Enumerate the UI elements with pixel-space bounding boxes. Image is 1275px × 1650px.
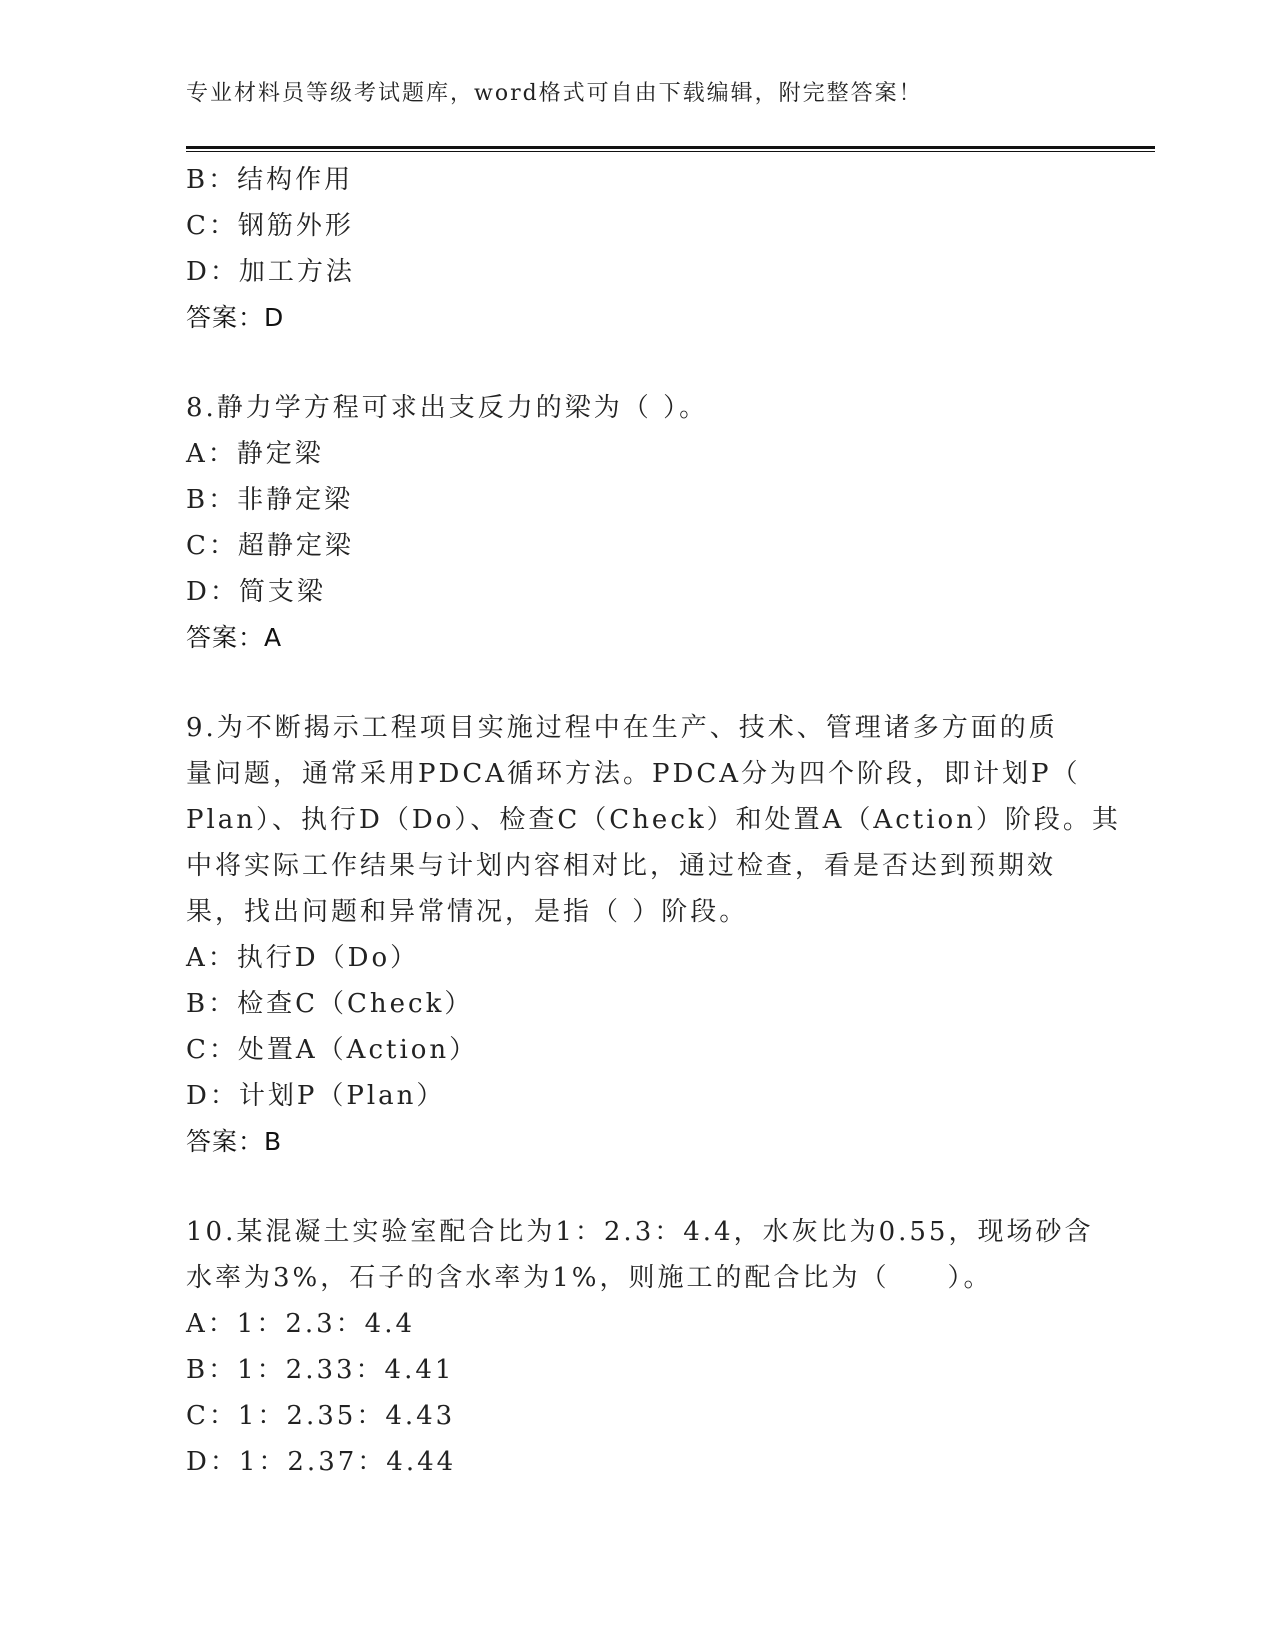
question-text bbox=[186, 705, 1121, 935]
answer-line: 答案：D bbox=[186, 303, 285, 332]
question-9 bbox=[186, 705, 1121, 1165]
question-text-line: 9.为不断揭示工程项目实施过程中在生产、技术、管理诸多方面的质 bbox=[186, 713, 1058, 743]
option-d: D：1：2.37：4.44 bbox=[186, 1447, 457, 1477]
option-a: A：静定梁 bbox=[186, 439, 324, 469]
option-d: D：计划P（Plan） bbox=[186, 1081, 446, 1111]
question-7-tail bbox=[186, 157, 1086, 341]
answer-line: 答案：B bbox=[186, 1127, 283, 1156]
question-text bbox=[186, 1209, 1094, 1301]
option-a: A：执行D（Do） bbox=[186, 943, 420, 973]
question-text-line: 量问题，通常采用PDCA循环方法。PDCA分为四个阶段，即计划P（ bbox=[186, 759, 1081, 789]
question-content bbox=[186, 157, 1121, 1485]
header-rule-thin bbox=[186, 151, 1155, 152]
option-c: C：超静定梁 bbox=[186, 531, 354, 561]
spacer bbox=[186, 341, 1086, 385]
question-text-line: Plan）、执行D（Do）、检查C（Check）和处置A（Action）阶段。其 bbox=[186, 805, 1121, 835]
option-d: D：加工方法 bbox=[186, 257, 355, 287]
question-text-line: 水率为3%，石子的含水率为1%，则施工的配合比为（ ）。 bbox=[186, 1263, 993, 1293]
option-b: B：非静定梁 bbox=[186, 485, 354, 515]
option-b: B：检查C（Check） bbox=[186, 989, 474, 1019]
header-rule-thick bbox=[186, 146, 1155, 149]
question-text: 8.静力学方程可求出支反力的梁为（ ）。 bbox=[186, 393, 709, 423]
option-c: C：处置A（Action） bbox=[186, 1035, 479, 1065]
page-header: 专业材料员等级考试题库，word格式可自由下载编辑，附完整答案！ bbox=[186, 81, 923, 106]
option-b: B：1：2.33：4.41 bbox=[186, 1355, 455, 1385]
option-a: A：1：2.3：4.4 bbox=[186, 1309, 416, 1339]
option-c: C：钢筋外形 bbox=[186, 211, 354, 241]
option-c: C：1：2.35：4.43 bbox=[186, 1401, 456, 1431]
question-text-line: 10.某混凝土实验室配合比为1：2.3：4.4，水灰比为0.55，现场砂含 bbox=[186, 1217, 1094, 1247]
option-b: B：结构作用 bbox=[186, 165, 354, 195]
spacer bbox=[186, 1165, 1086, 1209]
question-text-line: 果，找出问题和异常情况，是指（ ）阶段。 bbox=[186, 897, 749, 927]
question-text-line: 中将实际工作结果与计划内容相对比，通过检查，看是否达到预期效 bbox=[186, 851, 1057, 881]
question-8 bbox=[186, 385, 1086, 661]
option-d: D：简支梁 bbox=[186, 577, 326, 607]
question-10 bbox=[186, 1209, 1094, 1485]
answer-line: 答案：A bbox=[186, 623, 283, 652]
spacer bbox=[186, 661, 1086, 705]
